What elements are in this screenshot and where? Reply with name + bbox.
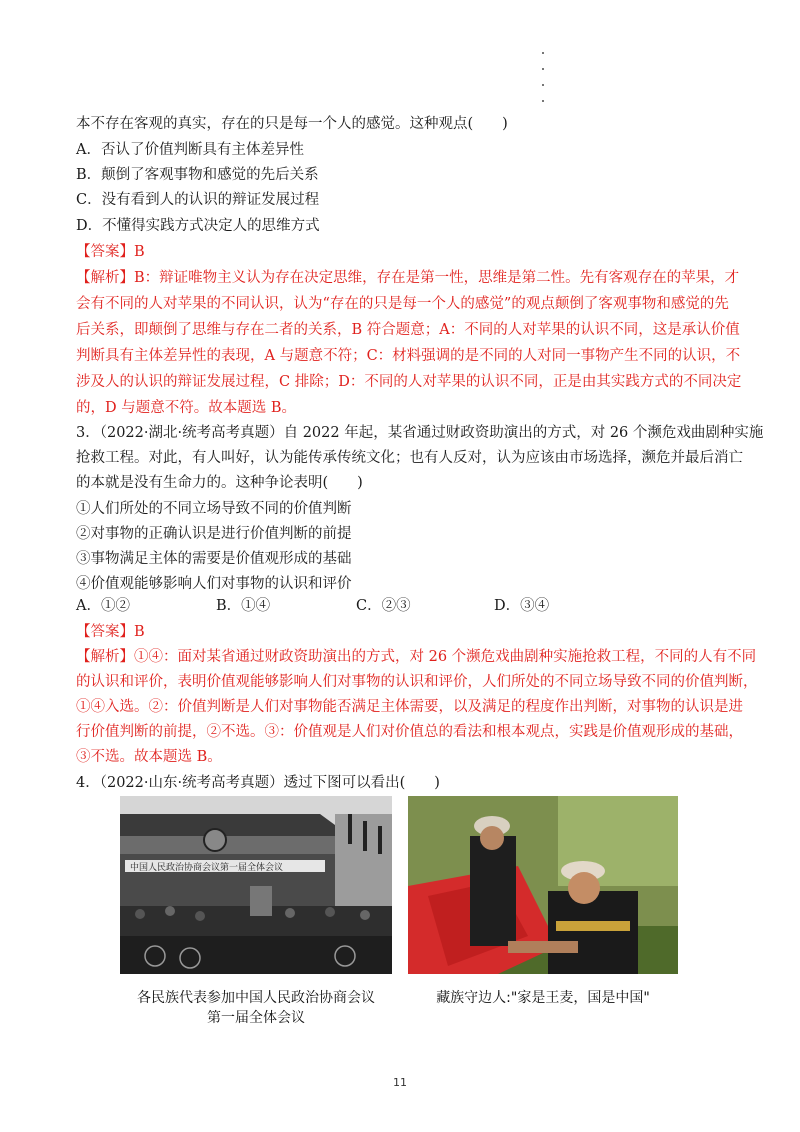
photo-sign-text: 中国人民政治协商会议第一届全体会议 — [130, 863, 284, 873]
cppcc-photo — [120, 796, 392, 974]
q2-analysis-line: 判断具有主体差异性的表现，A 与题意不符；C：材料强调的是不同的人对同一事物产生不同的认识，不 — [76, 348, 741, 364]
q2-analysis-line: 涉及人的认识的辩证发展过程，C 排除；D：不同的人对苹果的认识不同，正是由其实践方式的不同决定 — [76, 374, 742, 390]
q3-item-1: ①人们所处的不同立场导致不同的价值判断 — [76, 501, 352, 517]
q3-stem-line: 的本就是没有生命力的。这种争论表明( ) — [76, 475, 363, 491]
q2-option-b: B．颠倒了客观事物和感觉的先后关系 — [76, 167, 319, 183]
q2-stem-tail: 本不存在客观的真实，存在的只是每一个人的感觉。这种观点( ) — [76, 116, 508, 132]
q3-analysis-line: 行价值判断的前提，②不选。③：价值观是人们对价值总的看法和根本观点，实践是价值观形成的基础， — [76, 724, 743, 740]
photo1-caption-line1: 各民族代表参加中国人民政治协商会议 — [137, 990, 375, 1006]
q3-analysis-line: 【解析】①④：面对某省通过财政资助演出的方式，对 26 个濒危戏曲剧种实施抢救工程，不同的人有不同 — [76, 649, 757, 665]
q3-option-d: D．③④ — [494, 598, 550, 614]
margin-dots — [542, 52, 546, 116]
q3-answer: 【答案】B — [76, 624, 145, 640]
q3-option-c: C．②③ — [356, 598, 411, 614]
q2-option-c: C．没有看到人的认识的辩证发展过程 — [76, 192, 320, 208]
q2-analysis-line: 会有不同的人对苹果的不同认识，认为“存在的只是每一个人的感觉”的观点颠倒了客观事物和感觉的先 — [76, 296, 729, 312]
q2-analysis-line: 【解析】B：辩证唯物主义认为存在决定思维，存在是第一性，思维是第二性。先有客观存在的苹果，才 — [76, 270, 740, 286]
photo2-caption: 藏族守边人:"家是王麦，国是中国" — [436, 990, 650, 1006]
q2-answer: 【答案】B — [76, 244, 145, 260]
q3-item-2: ②对事物的正确认识是进行价值判断的前提 — [76, 526, 352, 542]
q3-item-3: ③事物满足主体的需要是价值观形成的基础 — [76, 551, 352, 567]
photo1-caption-line2: 第一届全体会议 — [207, 1010, 305, 1026]
page-number: 11 — [393, 1076, 407, 1089]
q3-stem-line: 3．（2022·湖北·统考高考真题）自 2022 年起，某省通过财政资助演出的方式，对 26 个濒危戏曲剧种实施 — [76, 425, 764, 441]
q3-analysis-line: 的认识和评价，表明价值观能够影响人们对事物的认识和评价，人们所处的不同立场导致不同的价值判断， — [76, 674, 758, 690]
q3-option-b: B．①④ — [216, 598, 271, 614]
q2-analysis-line: 后关系，即颠倒了思维与存在二者的关系，B 符合题意；A：不同的人对苹果的认识不同，这是承认价值 — [76, 322, 740, 338]
q3-option-a: A．①② — [76, 598, 130, 614]
q2-option-a: A．否认了价值判断具有主体差异性 — [76, 142, 304, 158]
q2-option-d: D．不懂得实践方式决定人的思维方式 — [76, 218, 320, 234]
q4-stem: 4．（2022·山东·统考高考真题）透过下图可以看出( ) — [76, 775, 440, 791]
q2-analysis-line: 的，D 与题意不符。故本题选 B。 — [76, 400, 296, 416]
q3-analysis-line: ①④入选。②：价值判断是人们对事物能否满足主体需要，以及满足的程度作出判断，对事物的认识是进 — [76, 699, 743, 715]
tibetan-guards-photo — [408, 796, 678, 974]
q3-stem-line: 抢救工程。对此，有人叫好，认为能传承传统文化；也有人反对，认为应该由市场选择，濒危并最后消亡 — [76, 450, 743, 466]
q3-analysis-line: ③不选。故本题选 B。 — [76, 749, 222, 765]
q3-item-4: ④价值观能够影响人们对事物的认识和评价 — [76, 576, 352, 592]
